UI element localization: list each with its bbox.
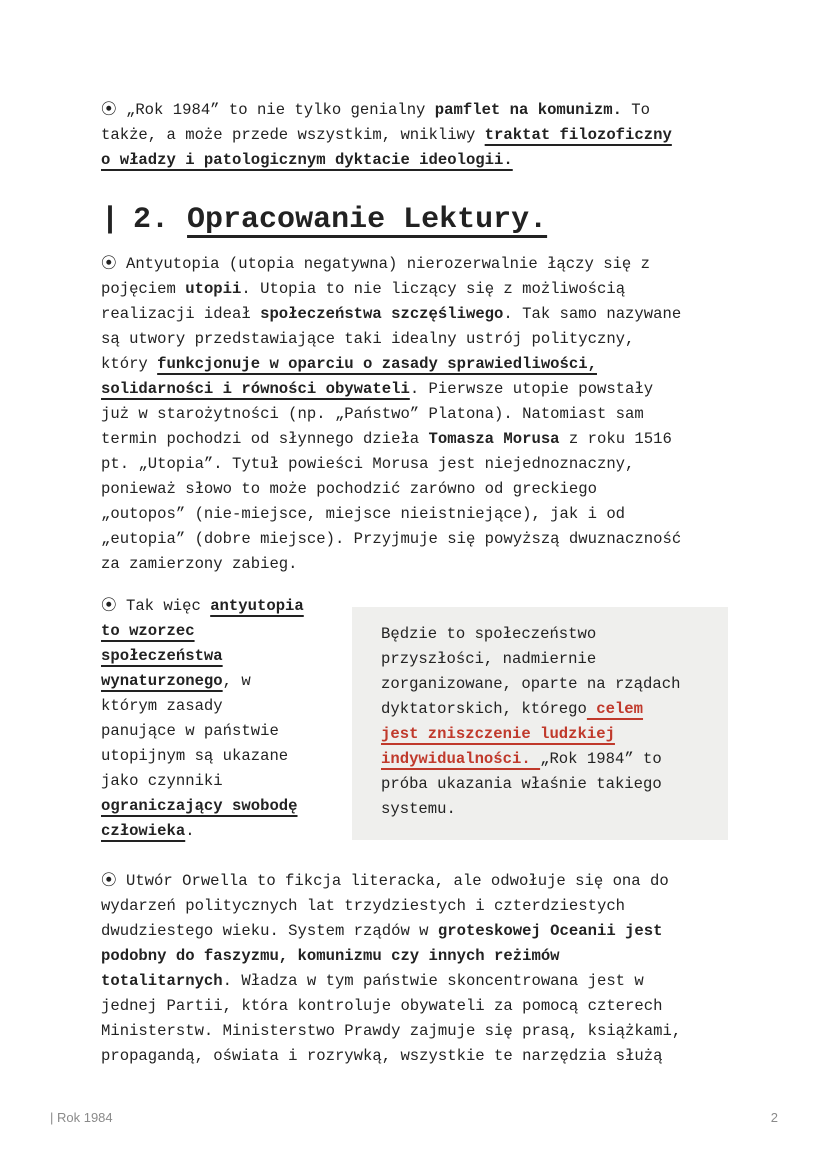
underlined-text: solidarności i równości obywateli	[101, 380, 410, 398]
text: ponieważ słowo to może pochodzić zarówno od greckiego	[101, 480, 597, 498]
text: „eutopia” (dobre miejsce). Przyjmuje się powyższą dwuznaczność	[101, 530, 682, 548]
text: z roku 1516	[559, 430, 672, 448]
bold-text: społeczeństwa szczęśliwego	[260, 305, 504, 323]
text: „Rok 1984” to	[540, 750, 662, 768]
underlined-text: ograniczający swobodę	[101, 797, 298, 815]
bullet-icon: ⦿	[101, 101, 117, 119]
page-number: 2	[770, 1110, 778, 1125]
text: za zamierzony zabieg.	[101, 555, 298, 573]
text: . Tak samo nazywane	[503, 305, 682, 323]
bullet-icon: ⦿	[101, 872, 117, 890]
text: jako czynniki	[101, 772, 223, 790]
utopia-paragraph	[101, 252, 681, 577]
text: są utwory przedstawiające taki idealny ustrój polityczny,	[101, 330, 635, 348]
text: próba ukazania właśnie takiego	[381, 775, 662, 793]
intro-paragraph	[101, 98, 672, 173]
text: systemu.	[381, 800, 456, 818]
underlined-text: antyutopia	[210, 597, 304, 615]
bold-text: utopii	[185, 280, 242, 298]
bold-text: pamflet na komunizm.	[434, 101, 622, 119]
footer-title: | Rok 1984	[50, 1110, 113, 1125]
text: także, a może przede wszystkim, wnikliwy	[101, 126, 485, 144]
bullet-icon: ⦿	[101, 597, 117, 615]
text: dyktatorskich, którego	[381, 700, 587, 718]
red-underlined-text: celem	[586, 700, 644, 718]
bullet-icon: ⦿	[101, 255, 117, 273]
text: . Pierwsze utopie powstały	[409, 380, 654, 398]
underlined-text: traktat filozoficzny	[484, 126, 672, 144]
text: termin pochodzi od słynnego dzieła	[101, 430, 429, 448]
underlined-text: człowieka	[101, 822, 186, 840]
text: którym zasady	[101, 697, 223, 715]
orwell-paragraph	[101, 869, 681, 1069]
text: . Utopia to nie liczący się z możliwością	[241, 280, 626, 298]
text: wydarzeń politycznych lat trzydziestych i czterdziestych	[101, 897, 626, 915]
bold-text: totalitarnych	[101, 972, 223, 990]
text: który	[101, 355, 158, 373]
underlined-text: to wzorzec	[101, 622, 195, 640]
text: zorganizowane, oparte na rządach	[381, 675, 681, 693]
antiutopia-paragraph	[101, 594, 304, 844]
text: To	[621, 101, 651, 119]
heading-title: Opracowanie Lektury.	[187, 203, 548, 237]
text: Będzie to społeczeństwo	[381, 625, 597, 643]
red-underlined-text: jest zniszczenie ludzkiej	[381, 725, 615, 743]
text: , w	[222, 672, 251, 690]
text: pojęciem	[101, 280, 186, 298]
text: już w starożytności (np. „Państwo” Platona). Natomiast sam	[101, 405, 644, 423]
text: Tak więc	[116, 597, 211, 615]
heading-number: 2.	[133, 203, 170, 237]
bold-text: Tomasza Morusa	[428, 430, 560, 448]
text: Utwór Orwella to fikcja literacka, ale odwołuje się ona do	[116, 872, 669, 890]
text: propagandą, oświata i rozrywką, wszystkie te narzędzia służą	[101, 1047, 663, 1065]
text: przyszłości, nadmiernie	[381, 650, 597, 668]
underlined-text: wynaturzonego	[101, 672, 223, 690]
heading-bar: |	[101, 203, 120, 237]
red-underlined-text: indywidualności.	[381, 750, 541, 768]
text: jednej Partii, która kontroluje obywateli za pomocą czterech	[101, 997, 663, 1015]
text: panujące w państwie	[101, 722, 279, 740]
underlined-text: funkcjonuje w oparciu o zasady sprawiedliwości,	[157, 355, 597, 373]
text: . Władza w tym państwie skoncentrowana jest w	[222, 972, 644, 990]
text: „outopos” (nie-miejsce, miejsce nieistniejące), jak i od	[101, 505, 626, 523]
quote-box	[352, 607, 728, 840]
bold-text: groteskowej Oceanii jest	[437, 922, 663, 940]
text: .	[185, 822, 195, 840]
text: utopijnym są ukazane	[101, 747, 289, 765]
section-heading	[101, 203, 547, 237]
text: „Rok 1984” to nie tylko genialny	[116, 101, 435, 119]
text: Antyutopia (utopia negatywna) nierozerwalnie łączy się z	[116, 255, 651, 273]
text: realizacji ideał	[101, 305, 261, 323]
bold-text: podobny do faszyzmu, komunizmu czy innych reżimów	[101, 947, 560, 965]
text: dwudziestego wieku. System rządów w	[101, 922, 438, 940]
text: Ministerstw. Ministerstwo Prawdy zajmuje się prasą, książkami,	[101, 1022, 682, 1040]
text: pt. „Utopia”. Tytuł powieści Morusa jest niejednoznaczny,	[101, 455, 635, 473]
underlined-text: społeczeństwa	[101, 647, 223, 665]
underlined-text: o władzy i patologicznym dyktacie ideologii.	[101, 151, 513, 169]
